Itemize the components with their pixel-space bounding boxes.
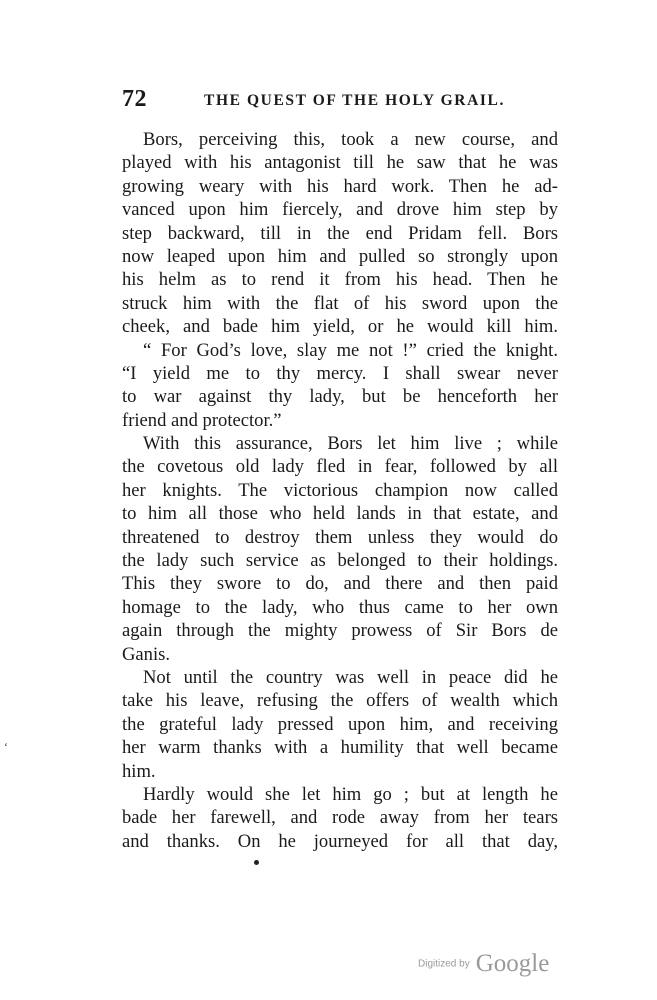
text-line: to war against thy lady, but be henceforth her: [122, 386, 558, 408]
text-line: struck him with the flat of his sword upon the: [122, 292, 558, 314]
text-line: growing weary with his hard work. Then he ad-: [122, 175, 558, 197]
text-line: the lady such service as belonged to their holdings.: [122, 550, 558, 572]
running-title: THE QUEST OF THE HOLY GRAIL.: [204, 92, 505, 109]
text-line: her knights. The victorious champion now called: [122, 479, 558, 501]
text-line: step backward, till in the end Pridam fell. Bors: [122, 222, 558, 244]
text-line: vanced upon him fiercely, and drove him step by: [122, 199, 558, 221]
ink-dot: [254, 860, 259, 865]
body-text: [122, 128, 558, 853]
text-line: This they swore to do, and there and then paid: [122, 573, 558, 595]
running-header: [122, 86, 562, 116]
text-line: Not until the country was well in peace did he: [143, 666, 558, 688]
text-line: his helm as to rend it from his head. Then he: [122, 269, 558, 291]
text-line: cheek, and bade him yield, or he would kill him.: [122, 316, 558, 338]
text-line: Hardly would she let him go ; but at length he: [143, 783, 558, 805]
watermark-prefix: Digitized by: [418, 958, 470, 970]
google-logo: Google: [475, 950, 550, 977]
text-line: homage to the lady, who thus came to her own: [122, 596, 558, 618]
text-line: to him all those who held lands in that estate, and: [122, 503, 558, 525]
text-line: the covetous old lady fled in fear, followed by all: [122, 456, 558, 478]
text-line: With this assurance, Bors let him live ; while: [143, 433, 558, 455]
digitization-watermark: [418, 950, 549, 978]
margin-speck: ‘: [4, 740, 8, 754]
text-line: her warm thanks with a humility that well became: [122, 737, 558, 759]
text-line: Bors, perceiving this, took a new course, and: [143, 129, 558, 150]
text-line: now leaped upon him and pulled so strongly upon: [122, 245, 558, 267]
text-line: played with his antagonist till he saw that he was: [122, 152, 558, 174]
text-line: again through the mighty prowess of Sir Bors de: [122, 620, 558, 642]
text-line: and thanks. On he journeyed for all that day,: [122, 830, 558, 852]
text-line: take his leave, refusing the offers of wealth which: [122, 690, 558, 712]
text-line: bade her farewell, and rode away from her tears: [122, 807, 558, 829]
text-line: threatened to destroy them unless they would do: [122, 526, 558, 548]
page-number: 72: [122, 86, 147, 112]
text-line: the grateful lady pressed upon him, and receiving: [122, 713, 558, 735]
text-line: Ganis.: [122, 643, 171, 665]
text-line: “I yield me to thy mercy. I shall swear never: [122, 362, 558, 384]
text-line: him.: [122, 760, 156, 782]
text-line: “ For God’s love, slay me not !” cried the knight.: [143, 339, 558, 361]
text-line: friend and protector.”: [122, 409, 282, 431]
